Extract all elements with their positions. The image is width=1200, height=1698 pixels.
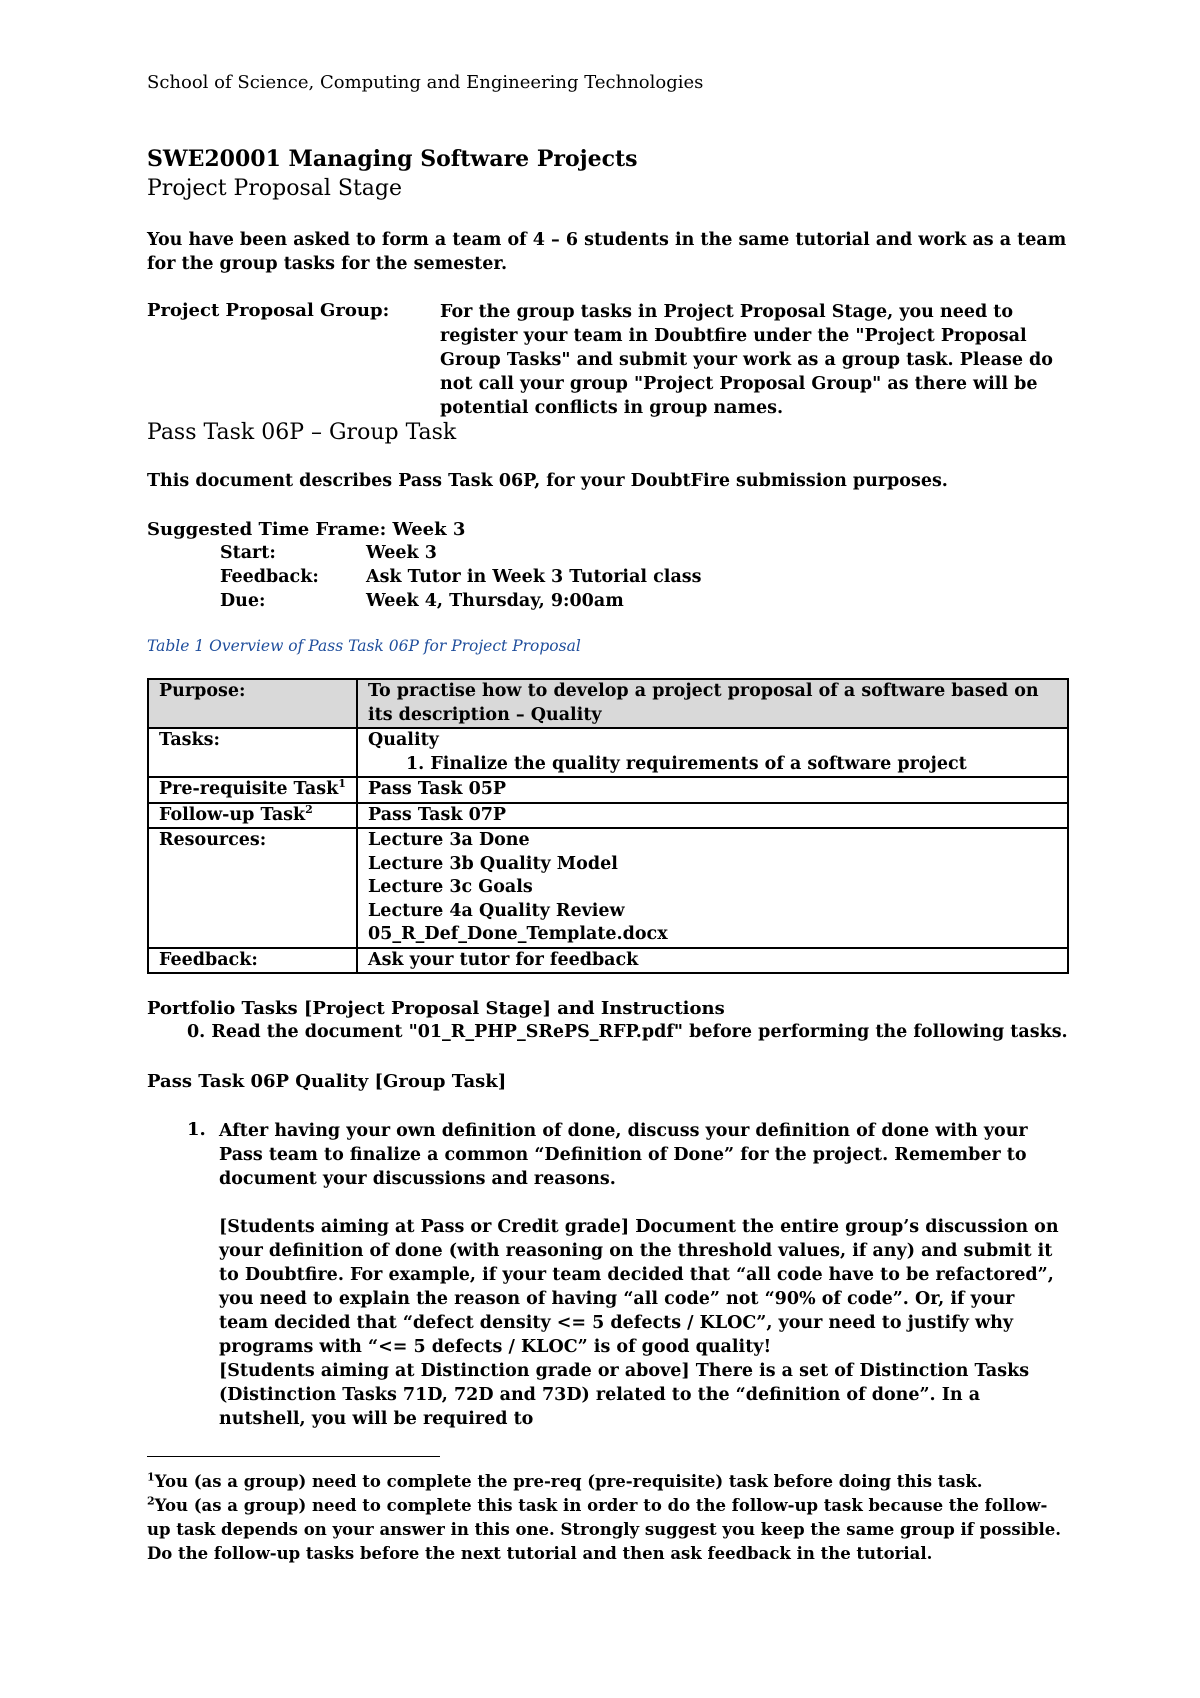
time-frame-row-value: Week 3 bbox=[366, 543, 437, 563]
school-header: School of Science, Computing and Engineering Technologies bbox=[147, 72, 704, 93]
table-cell-value: Ask your tutor for feedback bbox=[357, 948, 1068, 974]
table-cell-label: Purpose: bbox=[148, 679, 357, 728]
time-frame-row-label: Due: bbox=[220, 591, 266, 611]
step-zero: 0. Read the document "01_R_PHP_SRePS_RFP.pdf" before performing the following tasks. bbox=[187, 1022, 1068, 1042]
footnote-text: You (as a group) need to complete the pre-req (pre-requisite) task before doing this task. bbox=[154, 1472, 983, 1491]
overview-table bbox=[147, 678, 1069, 974]
footnote bbox=[147, 1470, 1067, 1494]
table-row bbox=[148, 777, 1068, 803]
course-title: SWE20001 Managing Software Projects bbox=[147, 146, 638, 172]
resource-item: Lecture 3b Quality Model bbox=[368, 853, 618, 874]
table-cell-label: Tasks: bbox=[148, 728, 357, 777]
intro-paragraph: You have been asked to form a team of 4 – 6 students in the same tutorial and work as a team for the group tasks for the semester. bbox=[147, 230, 1067, 274]
table-cell-label bbox=[148, 777, 357, 803]
prereq-label: Pre-requisite Task bbox=[159, 779, 339, 799]
footnote-separator bbox=[147, 1456, 440, 1457]
table-cell-value bbox=[357, 828, 1068, 948]
footnote-ref: 2 bbox=[305, 802, 313, 816]
table-caption: Table 1 Overview of Pass Task 06P for Project Proposal bbox=[147, 637, 581, 655]
resource-item: Lecture 3c Goals bbox=[368, 877, 533, 897]
resource-item: 05_R_Def_Done_Template.docx bbox=[368, 924, 668, 944]
table-cell-label: Feedback: bbox=[148, 948, 357, 974]
time-frame-row-value: Week 4, Thursday, 9:00am bbox=[366, 591, 624, 611]
resource-item: Lecture 3a Done bbox=[368, 830, 530, 850]
footnote-mark: 1 bbox=[147, 1470, 155, 1484]
table-cell-label bbox=[148, 803, 357, 829]
stage-title: Project Proposal Stage bbox=[147, 176, 403, 201]
distinction-paragraph: [Students aiming at Distinction grade or above] There is a set of Distinction Tasks (Distinction Tasks 71D, 72D and 73D) related to the “definition of done”. In a nutshell, you will be required to bbox=[219, 1361, 1030, 1429]
table-cell-label: Resources: bbox=[148, 828, 357, 948]
project-proposal-group-text: For the group tasks in Project Proposal Stage, you need to register your team in Doubtfire under the "Project Proposal Group Tasks" and submit your work as a group task. Please do not call your group "Project Proposal Group" as there will be potential conflicts in group names. bbox=[440, 302, 1053, 418]
table-row bbox=[148, 948, 1068, 974]
footnote-text: You (as a group) need to complete this task in order to do the follow-up task because the follow-up task depends on your answer in this one. Strongly suggest you keep the same group if possible. Do the follow-up tasks before the next tutorial and then ask feedback in the tutorial. bbox=[147, 1496, 1062, 1563]
time-frame-row-label: Start: bbox=[220, 543, 276, 563]
portfolio-heading: Portfolio Tasks [Project Proposal Stage] and Instructions bbox=[147, 998, 725, 1019]
tasks-item: 1. Finalize the quality requirements of a software project bbox=[406, 753, 967, 774]
table-cell-value bbox=[357, 728, 1068, 777]
tasks-heading: Quality bbox=[368, 730, 439, 750]
footnote-ref: 1 bbox=[338, 777, 346, 791]
quality-heading: Pass Task 06P Quality [Group Task] bbox=[147, 1071, 507, 1092]
time-frame-row-value: Ask Tutor in Week 3 Tutorial class bbox=[366, 567, 702, 587]
task-description: This document describes Pass Task 06P, for your DoubtFire submission purposes. bbox=[147, 471, 948, 491]
time-frame-row-label: Feedback: bbox=[220, 567, 319, 587]
table-row bbox=[148, 728, 1068, 777]
project-proposal-group-label: Project Proposal Group: bbox=[147, 300, 390, 321]
table-cell-value: Pass Task 07P bbox=[357, 803, 1068, 829]
table-cell-value: To practise how to develop a project proposal of a software based on its description – Quality bbox=[357, 679, 1068, 728]
table-cell-value: Pass Task 05P bbox=[357, 777, 1068, 803]
table-row bbox=[148, 803, 1068, 829]
footnote-mark: 2 bbox=[147, 1494, 155, 1508]
table-row bbox=[148, 679, 1068, 728]
footnote bbox=[147, 1494, 1067, 1566]
item-number: 1. bbox=[187, 1119, 206, 1140]
table-row bbox=[148, 828, 1068, 948]
time-frame-label: Suggested Time Frame: Week 3 bbox=[147, 519, 466, 540]
pass-credit-paragraph: [Students aiming at Pass or Credit grade] Document the entire group’s discussion on your definition of done (with reasoning on the threshold values, if any) and submit it to Doubtfire. For example, if your team decided that “all code have to be refactored”, you need to explain the reason of having “all code” not “90% of code”. Or, if your team decided that “defect density <= 5 defects / KLOC”, your need to justify why programs with “<= 5 defects / KLOC” is of good quality! bbox=[219, 1217, 1059, 1357]
item-one-text: After having your own definition of done, discuss your definition of done with your Pass team to finalize a common “Definition of Done” for the project. Remember to document your discussions and reasons. bbox=[219, 1121, 1028, 1189]
resource-item: Lecture 4a Quality Review bbox=[368, 900, 625, 921]
task-heading: Pass Task 06P – Group Task bbox=[147, 420, 457, 445]
followup-label: Follow-up Task bbox=[159, 804, 306, 825]
